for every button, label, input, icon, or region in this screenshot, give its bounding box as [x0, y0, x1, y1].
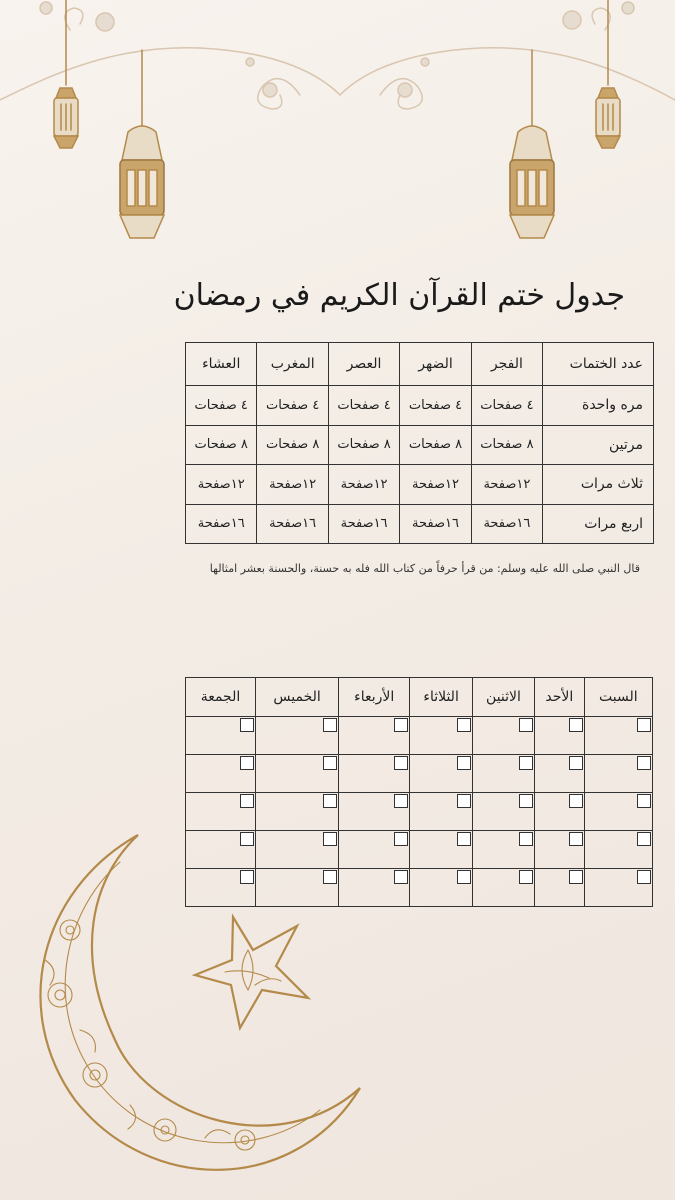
day-checkbox[interactable] — [519, 794, 533, 808]
day-header: الثلاثاء — [410, 678, 473, 717]
tracker-cell — [473, 755, 535, 793]
tracker-cell — [410, 755, 473, 793]
table-cell: ١٦صفحة — [471, 504, 542, 544]
tracker-cell — [584, 755, 652, 793]
day-checkbox[interactable] — [569, 832, 583, 846]
tracker-cell — [339, 755, 410, 793]
tracker-cell — [186, 831, 256, 869]
table-cell: ٤ صفحات — [471, 386, 542, 426]
tracker-cell — [186, 793, 256, 831]
tracker-cell — [255, 717, 338, 755]
day-checkbox[interactable] — [519, 756, 533, 770]
day-checkbox[interactable] — [457, 832, 471, 846]
tracker-cell — [410, 793, 473, 831]
day-header: الجمعة — [186, 678, 256, 717]
tracker-cell — [410, 869, 473, 907]
hanging-lantern-icon — [510, 50, 554, 238]
tracker-cell — [410, 717, 473, 755]
hadith-quote: قال النبي صلى الله عليه وسلم: من قرأ حرفاً من كتاب الله فله به حسنة، والحسنة بعشر امثالها — [209, 562, 640, 575]
tracker-cell — [255, 869, 338, 907]
day-checkbox[interactable] — [394, 794, 408, 808]
day-checkbox[interactable] — [323, 832, 337, 846]
day-checkbox[interactable] — [240, 794, 254, 808]
tracker-cell — [534, 755, 584, 793]
week-row — [186, 793, 653, 831]
tracker-cell — [473, 717, 535, 755]
table-cell: ١٢صفحة — [328, 465, 399, 505]
table-cell: ٤ صفحات — [186, 386, 257, 426]
day-checkbox[interactable] — [394, 756, 408, 770]
day-checkbox[interactable] — [569, 870, 583, 884]
tracker-cell — [339, 869, 410, 907]
day-checkbox[interactable] — [519, 718, 533, 732]
table-cell: ٨ صفحات — [186, 425, 257, 465]
day-checkbox[interactable] — [637, 832, 651, 846]
day-checkbox[interactable] — [637, 870, 651, 884]
table-cell: ١٦صفحة — [257, 504, 328, 544]
table-cell: ٨ صفحات — [471, 425, 542, 465]
day-checkbox[interactable] — [457, 794, 471, 808]
day-checkbox[interactable] — [323, 870, 337, 884]
day-checkbox[interactable] — [637, 756, 651, 770]
row-label: مرتين — [543, 425, 654, 465]
day-header: الأحد — [534, 678, 584, 717]
page-title: جدول ختم القرآن الكريم في رمضان — [173, 278, 625, 313]
column-header: العشاء — [186, 343, 257, 386]
tracker-cell — [534, 793, 584, 831]
table-cell: ١٢صفحة — [400, 465, 471, 505]
tracker-cell — [186, 755, 256, 793]
row-label: اربع مرات — [543, 504, 654, 544]
day-header-row — [186, 678, 653, 717]
tracker-cell — [339, 831, 410, 869]
day-checkbox[interactable] — [323, 756, 337, 770]
day-checkbox[interactable] — [240, 756, 254, 770]
table-row — [186, 465, 654, 505]
tracker-cell — [339, 793, 410, 831]
table-row — [186, 386, 654, 426]
tracker-cell — [584, 717, 652, 755]
khatma-table — [185, 342, 654, 544]
day-checkbox[interactable] — [240, 832, 254, 846]
day-checkbox[interactable] — [323, 718, 337, 732]
tracker-cell — [410, 831, 473, 869]
day-checkbox[interactable] — [569, 794, 583, 808]
tracker-cell — [534, 831, 584, 869]
row-label: ثلاث مرات — [543, 465, 654, 505]
week-row — [186, 869, 653, 907]
day-header: الأربعاء — [339, 678, 410, 717]
weekly-tracker-table — [185, 677, 653, 907]
row-label: مره واحدة — [543, 386, 654, 426]
tracker-cell — [584, 831, 652, 869]
table-row — [186, 504, 654, 544]
column-header: عدد الختمات — [543, 343, 654, 386]
day-checkbox[interactable] — [569, 718, 583, 732]
table-cell: ٤ صفحات — [328, 386, 399, 426]
day-header: السبت — [584, 678, 652, 717]
day-checkbox[interactable] — [240, 718, 254, 732]
tracker-cell — [534, 869, 584, 907]
day-checkbox[interactable] — [569, 756, 583, 770]
tracker-cell — [255, 755, 338, 793]
table-cell: ١٦صفحة — [186, 504, 257, 544]
table-cell: ٨ صفحات — [328, 425, 399, 465]
column-header: الفجر — [471, 343, 542, 386]
week-row — [186, 717, 653, 755]
day-checkbox[interactable] — [457, 870, 471, 884]
tracker-cell — [339, 717, 410, 755]
star-icon — [195, 917, 308, 1028]
tracker-cell — [255, 793, 338, 831]
table-cell: ٤ صفحات — [257, 386, 328, 426]
tracker-cell — [186, 717, 256, 755]
table-cell: ١٢صفحة — [186, 465, 257, 505]
tracker-cell — [473, 831, 535, 869]
column-header: الضهر — [400, 343, 471, 386]
day-header: الاثنين — [473, 678, 535, 717]
day-checkbox[interactable] — [394, 832, 408, 846]
tracker-cell — [473, 793, 535, 831]
column-header: المغرب — [257, 343, 328, 386]
table-cell: ١٢صفحة — [257, 465, 328, 505]
table-cell: ١٢صفحة — [471, 465, 542, 505]
tracker-cell — [534, 717, 584, 755]
day-header: الخميس — [255, 678, 338, 717]
week-row — [186, 755, 653, 793]
hanging-lantern-icon — [596, 0, 620, 148]
day-checkbox[interactable] — [323, 794, 337, 808]
day-checkbox[interactable] — [457, 718, 471, 732]
day-checkbox[interactable] — [637, 794, 651, 808]
day-checkbox[interactable] — [457, 756, 471, 770]
tracker-cell — [186, 869, 256, 907]
tracker-cell — [255, 831, 338, 869]
week-row — [186, 831, 653, 869]
table-cell: ٤ صفحات — [400, 386, 471, 426]
day-checkbox[interactable] — [519, 832, 533, 846]
day-checkbox[interactable] — [394, 718, 408, 732]
table-cell: ١٦صفحة — [328, 504, 399, 544]
hanging-lantern-icon — [120, 50, 164, 238]
day-checkbox[interactable] — [519, 870, 533, 884]
day-checkbox[interactable] — [637, 718, 651, 732]
swirl-garland-icon — [0, 48, 675, 100]
table-header-row — [186, 343, 654, 386]
table-cell: ٨ صفحات — [257, 425, 328, 465]
table-cell: ٨ صفحات — [400, 425, 471, 465]
table-row — [186, 425, 654, 465]
column-header: العصر — [328, 343, 399, 386]
tracker-cell — [584, 869, 652, 907]
tracker-cell — [473, 869, 535, 907]
tracker-cell — [584, 793, 652, 831]
day-checkbox[interactable] — [240, 870, 254, 884]
day-checkbox[interactable] — [394, 870, 408, 884]
table-cell: ١٦صفحة — [400, 504, 471, 544]
